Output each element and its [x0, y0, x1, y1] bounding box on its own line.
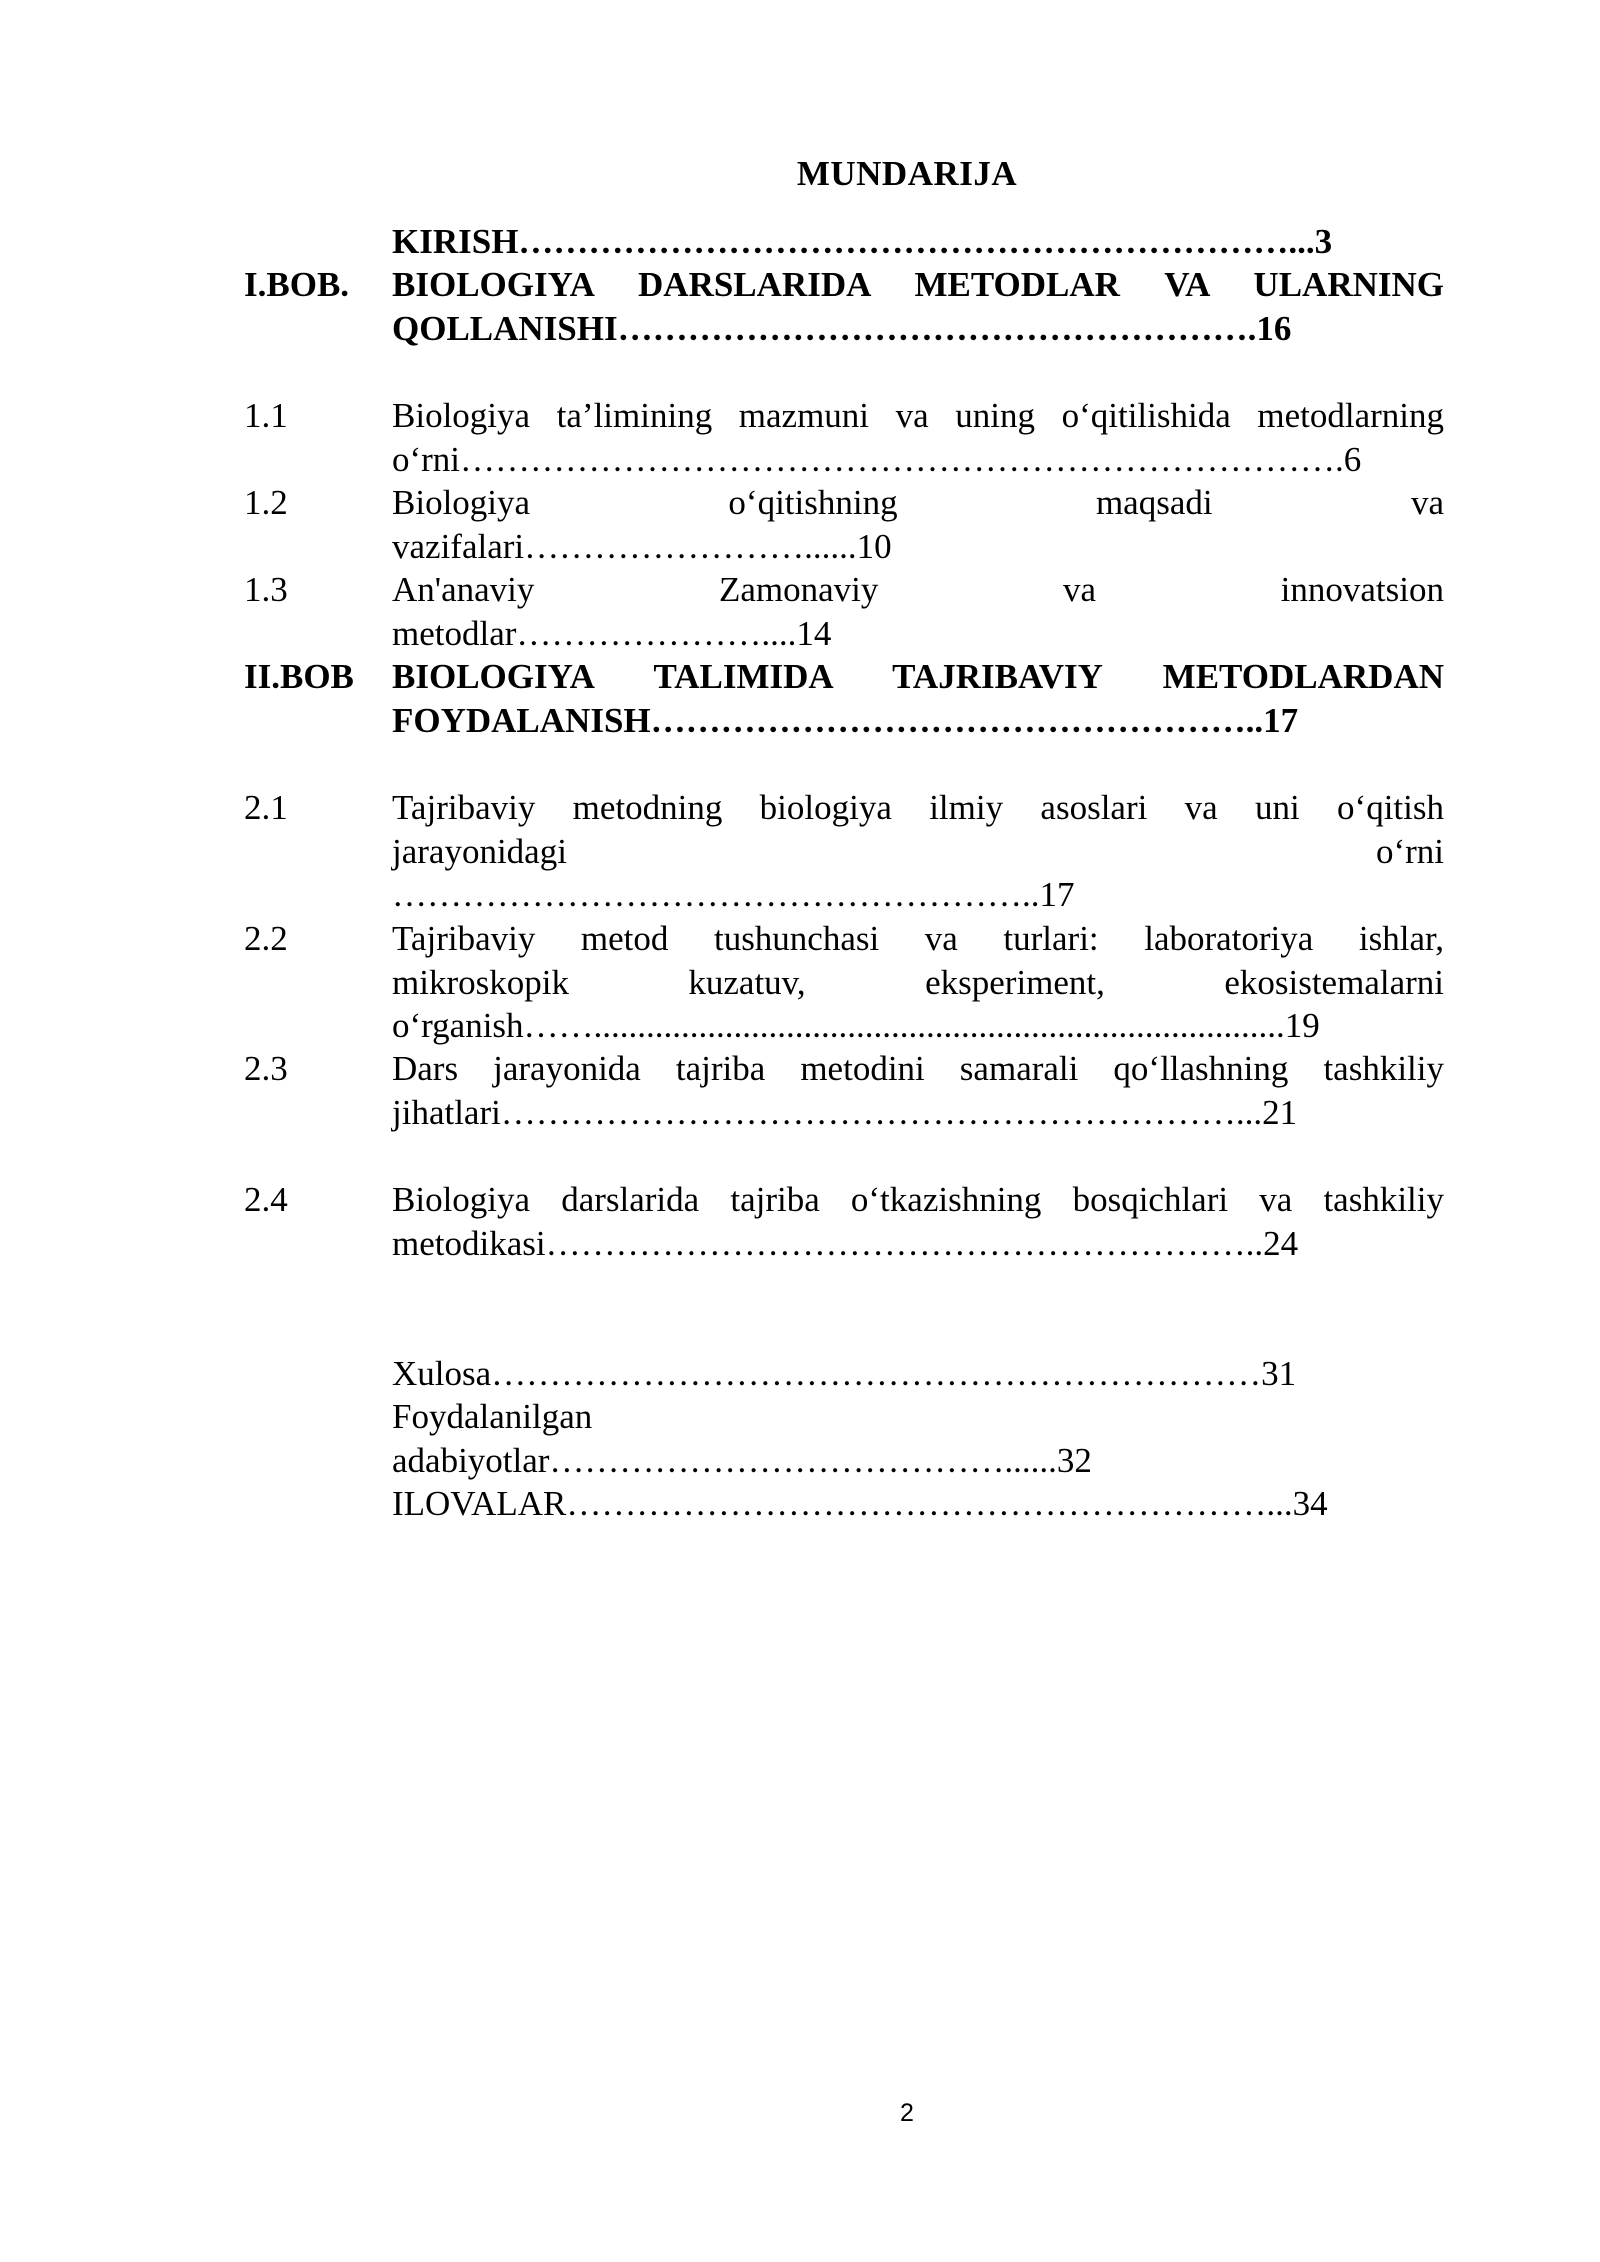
- toc-chapter-title: [392, 263, 1444, 350]
- toc-line: Foydalanilgan: [392, 1397, 593, 1436]
- toc-line: BIOLOGIYA DARSLARIDA METODLAR VA ULARNING: [392, 265, 1444, 304]
- page-number: 2: [900, 2099, 914, 2127]
- toc-entry-text: [392, 1395, 1444, 1482]
- toc-chapter-number: I.BOB.: [244, 265, 350, 304]
- toc-chapter-title: [392, 655, 1444, 742]
- toc-line: metodlar…………………....14: [392, 613, 832, 653]
- toc-section-number: 1.3: [244, 570, 288, 609]
- toc-section-number: 2.1: [244, 788, 288, 827]
- toc-line: Biologiya darslarida tajriba o‘tkazishning bosqichlari va tashkiliy: [392, 1180, 1444, 1219]
- toc-line: FOYDALANISH……………………………………………..17: [392, 700, 1299, 740]
- toc-section-title: [392, 568, 1444, 655]
- toc-section-title: [392, 481, 1444, 568]
- toc-line: adabiyotlar…………………………………......32: [392, 1440, 1092, 1480]
- toc-line: vazifalari……………………......10: [392, 526, 892, 566]
- toc-section-title: [392, 917, 1444, 1048]
- toc-section-title: [392, 394, 1444, 481]
- toc-line: o‘rni………………………………………………………………….6: [392, 439, 1362, 479]
- toc-line: o‘rganish……...............................................................................19: [392, 1006, 1320, 1045]
- toc-line: Dars jarayonida tajriba metodini samarali qo‘llashning tashkiliy: [392, 1049, 1444, 1088]
- toc-line: metodikasi……………………………………………………..24: [392, 1223, 1299, 1263]
- toc-section-title: [392, 1047, 1444, 1134]
- page-title: MUNDARIJA: [796, 154, 1018, 193]
- toc-entry-text: [392, 1482, 1444, 1526]
- toc-line: BIOLOGIYA TALIMIDA TAJRIBAVIY METODLARDAN: [392, 657, 1444, 696]
- toc-section-number: 1.2: [244, 483, 288, 522]
- toc-line: mikroskopik kuzatuv, eksperiment, ekosistemalarni: [392, 962, 1444, 1002]
- toc-section-title: [392, 1178, 1444, 1265]
- toc-line: Biologiya o‘qitishning maqsadi va: [392, 483, 1444, 522]
- toc-line: Biologiya ta’limining mazmuni va uning o‘qitilishida metodlarning: [392, 396, 1444, 435]
- toc-line: jihatlari………………………………………………………...21: [392, 1092, 1298, 1132]
- toc-line: QOLLANISHI……………………………………………….16: [392, 308, 1292, 348]
- toc-line: Xulosa…………………………………………………………31: [392, 1354, 1297, 1393]
- toc-section-number: 2.4: [244, 1180, 288, 1219]
- toc-section-title: [392, 786, 1444, 917]
- toc-section-number: 2.3: [244, 1049, 288, 1088]
- toc-line: ………………………………………………..17: [392, 875, 1075, 914]
- toc-line: Tajribaviy metod tushunchasi va turlari: laboratoriya ishlar,: [392, 919, 1444, 958]
- toc-line: KIRISH…………………………………………………………...3: [392, 222, 1333, 261]
- toc-chapter-number: II.BOB: [244, 657, 354, 696]
- toc-line: An'anaviy Zamonaviy va innovatsion: [392, 570, 1444, 609]
- toc-section-number: 2.2: [244, 919, 288, 958]
- toc-line: ILOVALAR……………………………………………………...34: [392, 1484, 1328, 1523]
- toc-entry-text: [392, 1352, 1444, 1396]
- toc-section-number: 1.1: [244, 396, 288, 435]
- toc-entry-text: [392, 220, 1444, 264]
- toc-line: Tajribaviy metodning biologiya ilmiy asoslari va uni o‘qitish: [392, 788, 1444, 827]
- toc-line: jarayonidagi o‘rni: [392, 831, 1444, 871]
